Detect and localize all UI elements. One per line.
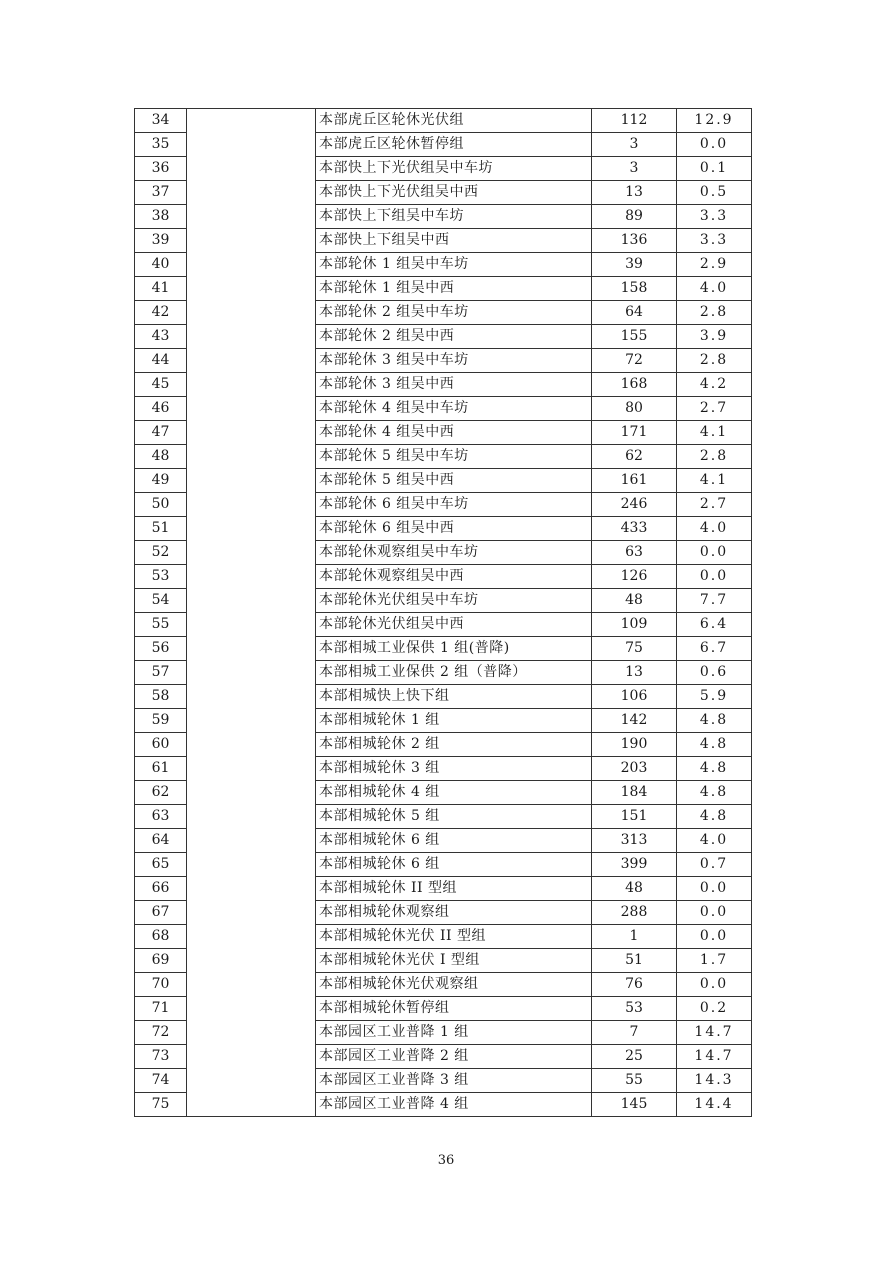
group-name-cell: 本部相城轮休观察组 <box>316 901 592 925</box>
count-cell: 1 <box>592 925 677 949</box>
percent-cell: 0.7 <box>677 853 752 877</box>
percent-cell: 2.9 <box>677 253 752 277</box>
row-number-cell: 58 <box>135 685 187 709</box>
row-number-cell: 48 <box>135 445 187 469</box>
row-number-cell: 73 <box>135 1045 187 1069</box>
group-name-cell: 本部园区工业普降 3 组 <box>316 1069 592 1093</box>
count-cell: 171 <box>592 421 677 445</box>
percent-cell: 0.0 <box>677 877 752 901</box>
percent-cell: 6.4 <box>677 613 752 637</box>
group-name-cell: 本部相城轮休光伏观察组 <box>316 973 592 997</box>
count-cell: 184 <box>592 781 677 805</box>
count-cell: 53 <box>592 997 677 1021</box>
count-cell: 112 <box>592 109 677 133</box>
row-number-cell: 66 <box>135 877 187 901</box>
count-cell: 246 <box>592 493 677 517</box>
count-cell: 3 <box>592 133 677 157</box>
percent-cell: 4.0 <box>677 829 752 853</box>
row-number-cell: 52 <box>135 541 187 565</box>
count-cell: 89 <box>592 205 677 229</box>
count-cell: 3 <box>592 157 677 181</box>
row-number-cell: 38 <box>135 205 187 229</box>
percent-cell: 0.5 <box>677 181 752 205</box>
percent-cell: 4.1 <box>677 421 752 445</box>
percent-cell: 14.3 <box>677 1069 752 1093</box>
group-name-cell: 本部相城轮休 6 组 <box>316 853 592 877</box>
percent-cell: 4.8 <box>677 805 752 829</box>
percent-cell: 0.6 <box>677 661 752 685</box>
row-number-cell: 62 <box>135 781 187 805</box>
row-number-cell: 65 <box>135 853 187 877</box>
group-name-cell: 本部轮休光伏组吴中西 <box>316 613 592 637</box>
group-name-cell: 本部轮休光伏组吴中车坊 <box>316 589 592 613</box>
group-name-cell: 本部相城轮休 1 组 <box>316 709 592 733</box>
percent-cell: 2.8 <box>677 445 752 469</box>
row-number-cell: 72 <box>135 1021 187 1045</box>
percent-cell: 7.7 <box>677 589 752 613</box>
row-number-cell: 67 <box>135 901 187 925</box>
percent-cell: 5.9 <box>677 685 752 709</box>
group-name-cell: 本部园区工业普降 2 组 <box>316 1045 592 1069</box>
percent-cell: 2.7 <box>677 397 752 421</box>
group-name-cell: 本部轮休 5 组吴中车坊 <box>316 445 592 469</box>
count-cell: 288 <box>592 901 677 925</box>
group-name-cell: 本部相城轮休 5 组 <box>316 805 592 829</box>
group-name-cell: 本部轮休 5 组吴中西 <box>316 469 592 493</box>
row-number-cell: 37 <box>135 181 187 205</box>
count-cell: 313 <box>592 829 677 853</box>
count-cell: 48 <box>592 877 677 901</box>
row-number-cell: 47 <box>135 421 187 445</box>
group-name-cell: 本部轮休 3 组吴中西 <box>316 373 592 397</box>
group-name-cell: 本部轮休 2 组吴中车坊 <box>316 301 592 325</box>
row-number-cell: 59 <box>135 709 187 733</box>
group-name-cell: 本部相城轮休暂停组 <box>316 997 592 1021</box>
group-name-cell: 本部轮休 3 组吴中车坊 <box>316 349 592 373</box>
percent-cell: 0.0 <box>677 925 752 949</box>
row-number-cell: 70 <box>135 973 187 997</box>
row-number-cell: 74 <box>135 1069 187 1093</box>
row-number-cell: 43 <box>135 325 187 349</box>
data-table <box>134 108 752 1117</box>
count-cell: 13 <box>592 661 677 685</box>
percent-cell: 4.2 <box>677 373 752 397</box>
percent-cell: 0.0 <box>677 565 752 589</box>
group-name-cell: 本部园区工业普降 4 组 <box>316 1093 592 1117</box>
group-name-cell: 本部轮休 2 组吴中西 <box>316 325 592 349</box>
count-cell: 75 <box>592 637 677 661</box>
percent-cell: 0.0 <box>677 541 752 565</box>
count-cell: 161 <box>592 469 677 493</box>
row-number-cell: 35 <box>135 133 187 157</box>
percent-cell: 4.1 <box>677 469 752 493</box>
count-cell: 55 <box>592 1069 677 1093</box>
count-cell: 433 <box>592 517 677 541</box>
group-name-cell: 本部虎丘区轮休暂停组 <box>316 133 592 157</box>
count-cell: 126 <box>592 565 677 589</box>
row-number-cell: 64 <box>135 829 187 853</box>
percent-cell: 2.7 <box>677 493 752 517</box>
count-cell: 145 <box>592 1093 677 1117</box>
percent-cell: 0.0 <box>677 133 752 157</box>
row-number-cell: 42 <box>135 301 187 325</box>
percent-cell: 0.2 <box>677 997 752 1021</box>
count-cell: 80 <box>592 397 677 421</box>
page-number: 36 <box>437 1153 455 1168</box>
group-name-cell: 本部轮休 1 组吴中西 <box>316 277 592 301</box>
percent-cell: 1.7 <box>677 949 752 973</box>
row-number-cell: 54 <box>135 589 187 613</box>
group-name-cell: 本部相城轮休 3 组 <box>316 757 592 781</box>
percent-cell: 4.0 <box>677 277 752 301</box>
count-cell: 151 <box>592 805 677 829</box>
group-name-cell: 本部轮休 4 组吴中西 <box>316 421 592 445</box>
group-name-cell: 本部轮休 4 组吴中车坊 <box>316 397 592 421</box>
group-name-cell: 本部轮休观察组吴中车坊 <box>316 541 592 565</box>
group-name-cell: 本部相城轮休 II 型组 <box>316 877 592 901</box>
row-number-cell: 61 <box>135 757 187 781</box>
row-number-cell: 36 <box>135 157 187 181</box>
row-number-cell: 53 <box>135 565 187 589</box>
row-number-cell: 75 <box>135 1093 187 1117</box>
percent-cell: 4.8 <box>677 709 752 733</box>
count-cell: 399 <box>592 853 677 877</box>
count-cell: 168 <box>592 373 677 397</box>
percent-cell: 14.7 <box>677 1021 752 1045</box>
percent-cell: 2.8 <box>677 349 752 373</box>
group-name-cell: 本部相城轮休 4 组 <box>316 781 592 805</box>
group-name-cell: 本部虎丘区轮休光伏组 <box>316 109 592 133</box>
group-name-cell: 本部园区工业普降 1 组 <box>316 1021 592 1045</box>
row-number-cell: 46 <box>135 397 187 421</box>
percent-cell: 0.0 <box>677 901 752 925</box>
row-number-cell: 60 <box>135 733 187 757</box>
row-number-cell: 45 <box>135 373 187 397</box>
group-name-cell: 本部快上下组吴中车坊 <box>316 205 592 229</box>
row-number-cell: 68 <box>135 925 187 949</box>
percent-cell: 14.4 <box>677 1093 752 1117</box>
count-cell: 25 <box>592 1045 677 1069</box>
percent-cell: 6.7 <box>677 637 752 661</box>
row-number-cell: 63 <box>135 805 187 829</box>
row-number-cell: 56 <box>135 637 187 661</box>
row-number-cell: 51 <box>135 517 187 541</box>
group-name-cell: 本部相城快上快下组 <box>316 685 592 709</box>
percent-cell: 4.0 <box>677 517 752 541</box>
count-cell: 51 <box>592 949 677 973</box>
percent-cell: 4.8 <box>677 781 752 805</box>
percent-cell: 3.3 <box>677 205 752 229</box>
count-cell: 39 <box>592 253 677 277</box>
row-number-cell: 41 <box>135 277 187 301</box>
percent-cell: 3.9 <box>677 325 752 349</box>
count-cell: 190 <box>592 733 677 757</box>
group-name-cell: 本部轮休 1 组吴中车坊 <box>316 253 592 277</box>
count-cell: 7 <box>592 1021 677 1045</box>
count-cell: 155 <box>592 325 677 349</box>
group-name-cell: 本部相城工业保供 2 组（普降） <box>316 661 592 685</box>
table-body <box>135 109 752 1117</box>
count-cell: 76 <box>592 973 677 997</box>
count-cell: 158 <box>592 277 677 301</box>
merged-category-cell <box>187 109 316 1117</box>
group-name-cell: 本部相城轮休光伏 I 型组 <box>316 949 592 973</box>
group-name-cell: 本部快上下光伏组吴中西 <box>316 181 592 205</box>
count-cell: 13 <box>592 181 677 205</box>
row-number-cell: 40 <box>135 253 187 277</box>
row-number-cell: 57 <box>135 661 187 685</box>
count-cell: 63 <box>592 541 677 565</box>
row-number-cell: 34 <box>135 109 187 133</box>
group-name-cell: 本部轮休 6 组吴中西 <box>316 517 592 541</box>
percent-cell: 14.7 <box>677 1045 752 1069</box>
row-number-cell: 44 <box>135 349 187 373</box>
group-name-cell: 本部快上下光伏组吴中车坊 <box>316 157 592 181</box>
percent-cell: 0.1 <box>677 157 752 181</box>
row-number-cell: 50 <box>135 493 187 517</box>
row-number-cell: 69 <box>135 949 187 973</box>
count-cell: 72 <box>592 349 677 373</box>
percent-cell: 0.0 <box>677 973 752 997</box>
percent-cell: 4.8 <box>677 757 752 781</box>
percent-cell: 3.3 <box>677 229 752 253</box>
group-name-cell: 本部相城轮休光伏 II 型组 <box>316 925 592 949</box>
row-number-cell: 71 <box>135 997 187 1021</box>
group-name-cell: 本部快上下组吴中西 <box>316 229 592 253</box>
row-number-cell: 49 <box>135 469 187 493</box>
percent-cell: 12.9 <box>677 109 752 133</box>
count-cell: 48 <box>592 589 677 613</box>
group-name-cell: 本部相城工业保供 1 组(普降) <box>316 637 592 661</box>
count-cell: 142 <box>592 709 677 733</box>
row-number-cell: 39 <box>135 229 187 253</box>
count-cell: 136 <box>592 229 677 253</box>
group-name-cell: 本部轮休观察组吴中西 <box>316 565 592 589</box>
percent-cell: 2.8 <box>677 301 752 325</box>
count-cell: 64 <box>592 301 677 325</box>
count-cell: 106 <box>592 685 677 709</box>
group-name-cell: 本部相城轮休 6 组 <box>316 829 592 853</box>
count-cell: 62 <box>592 445 677 469</box>
table-row <box>135 109 752 133</box>
percent-cell: 4.8 <box>677 733 752 757</box>
group-name-cell: 本部相城轮休 2 组 <box>316 733 592 757</box>
group-name-cell: 本部轮休 6 组吴中车坊 <box>316 493 592 517</box>
count-cell: 203 <box>592 757 677 781</box>
row-number-cell: 55 <box>135 613 187 637</box>
count-cell: 109 <box>592 613 677 637</box>
